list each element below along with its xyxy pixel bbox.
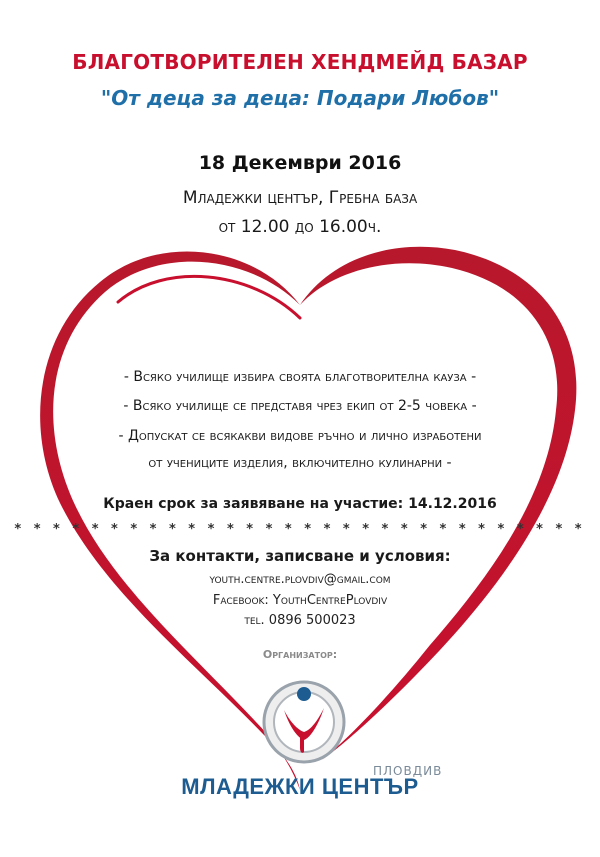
contact-email[interactable]: youth.centre.plovdiv@gmail.com (209, 572, 391, 587)
organizer-city: ПЛОВДИВ (373, 764, 443, 778)
event-date: 18 Декември 2016 (198, 152, 402, 174)
contact-facebook[interactable]: Facebook: YouthCentrePlovdiv (212, 593, 388, 608)
event-venue: Младежки център, Гребна база (182, 188, 418, 208)
rule-line: - Допускат се всякакви видове ръчно и лично изработени (118, 428, 482, 444)
rule-line: - Всяко училище избира своята благотворителна кауза - (123, 369, 477, 385)
youth-centre-logo-icon (256, 672, 352, 768)
organizer-name: МЛАДЕЖКИ ЦЕНТЪР (181, 774, 419, 799)
registration-deadline: Краен срок за заявяване на участие: 14.12.2016 (103, 496, 497, 512)
rule-line: - Всяко училище се представя чрез екип от 2-5 човека - (123, 398, 477, 414)
event-subtitle: "От деца за деца: Подари Любов" (100, 86, 500, 110)
star-separator: * * * * * * * * * * * * * * * * * * * * * * * * * * * * * * (14, 522, 586, 537)
contact-phone: tel. 0896 500023 (244, 613, 356, 628)
event-title: БЛАГОТВОРИТЕЛЕН ХЕНДМЕЙД БАЗАР (72, 50, 528, 74)
event-hours: от 12.00 до 16.00ч. (218, 217, 382, 237)
organizer-label: Организатор: (262, 648, 338, 661)
rule-line: от учениците изделия, включително кулинарни - (148, 455, 452, 471)
contacts-heading: За контакти, записване и условия: (149, 547, 451, 565)
